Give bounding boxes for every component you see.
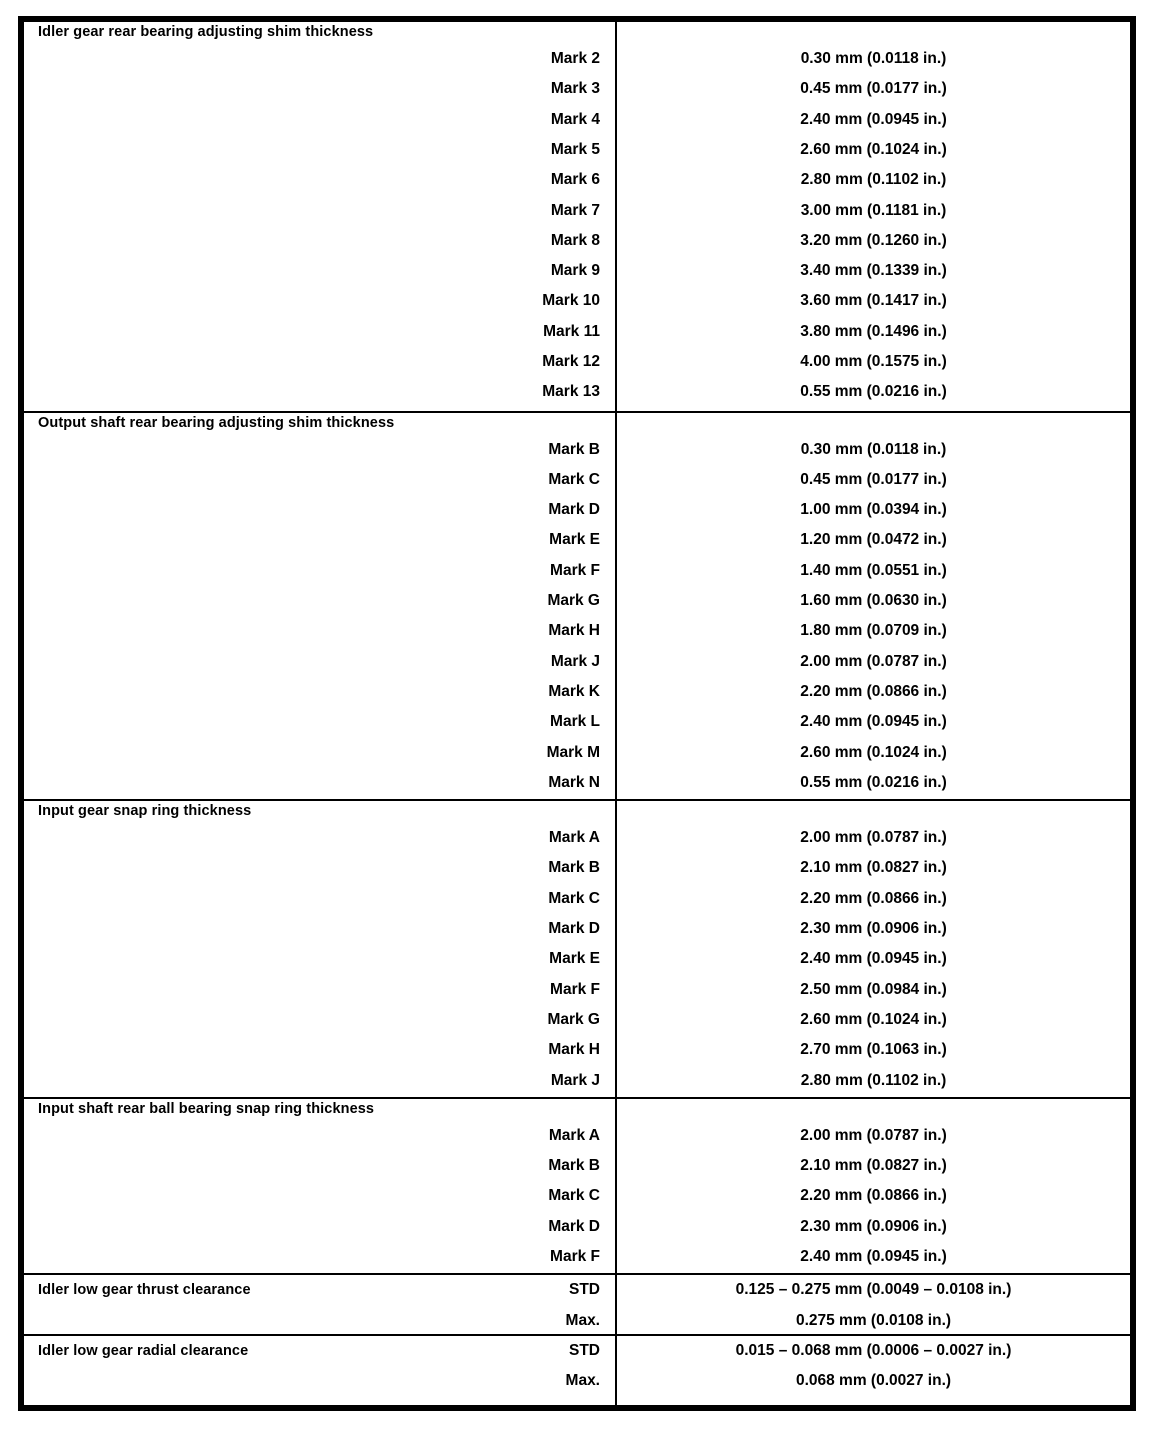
spec-row-value: 1.00 mm (0.0394 in.) — [800, 501, 947, 519]
spec-row-label: Mark 7 — [550, 201, 600, 219]
spec-row-value: 2.80 mm (0.1102 in.) — [800, 171, 947, 189]
spec-section — [24, 799, 1130, 1097]
spec-row — [24, 677, 1130, 707]
spec-row — [24, 317, 1130, 347]
spec-row-label: Mark 2 — [550, 50, 600, 67]
spec-row-label: Mark F — [550, 980, 600, 998]
spec-row-label: Mark L — [550, 713, 600, 731]
spec-row — [24, 435, 1130, 465]
spec-row — [24, 1121, 1130, 1151]
spec-row-label: Mark 8 — [550, 231, 600, 249]
spec-row-label: Mark A — [548, 829, 600, 847]
spec-row-value: 2.60 mm (0.1024 in.) — [800, 140, 947, 158]
spec-row-label: Mark J — [550, 652, 600, 670]
spec-row — [24, 1066, 1130, 1096]
spec-row-label: Mark C — [548, 889, 600, 907]
spec-row — [24, 823, 1130, 853]
spec-row-label: Mark F — [550, 561, 600, 579]
spec-row — [24, 377, 1130, 407]
spec-row — [24, 707, 1130, 737]
spec-row — [24, 256, 1130, 286]
spec-row — [24, 165, 1130, 195]
spec-row-value: 3.20 mm (0.1260 in.) — [800, 231, 947, 249]
spec-row-value: 3.60 mm (0.1417 in.) — [800, 292, 947, 310]
spec-row-label: STD — [569, 1342, 600, 1359]
spec-row-label: Mark H — [548, 1041, 600, 1059]
spec-row-value: 3.40 mm (0.1339 in.) — [800, 262, 947, 280]
spec-row — [24, 914, 1130, 944]
spec-section — [24, 1273, 1130, 1334]
spec-row-value: 2.00 mm (0.0787 in.) — [800, 652, 947, 670]
spec-row — [24, 1005, 1130, 1035]
spec-row-value: 2.40 mm (0.0945 in.) — [800, 110, 947, 128]
spec-row — [24, 1306, 1130, 1336]
spec-row-value: 0.30 mm (0.0118 in.) — [800, 440, 947, 458]
spec-row-value: 1.80 mm (0.0709 in.) — [800, 622, 947, 640]
spec-row-value: 4.00 mm (0.1575 in.) — [800, 353, 947, 370]
spec-row-label: Mark K — [548, 682, 600, 700]
spec-row-label: STD — [569, 1281, 600, 1299]
spec-row-label: Mark D — [548, 1217, 600, 1235]
spec-row-value: 1.20 mm (0.0472 in.) — [800, 531, 947, 549]
spec-row-label: Mark E — [549, 950, 600, 968]
spec-row-label: Mark E — [549, 531, 600, 549]
spec-row-value: 2.00 mm (0.0787 in.) — [800, 1126, 947, 1144]
section-title: Input shaft rear ball bearing snap ring thickness — [38, 1100, 375, 1117]
spec-row-label: Mark B — [548, 1157, 600, 1175]
spec-row-label: Mark G — [547, 1010, 600, 1028]
spec-row — [24, 944, 1130, 974]
spec-row — [24, 1212, 1130, 1242]
spec-row-value: 2.30 mm (0.0906 in.) — [800, 1217, 947, 1235]
spec-row-value: 2.60 mm (0.1024 in.) — [800, 743, 947, 761]
spec-row-value: 0.55 mm (0.0216 in.) — [800, 773, 947, 791]
spec-row-label: Mark F — [550, 1248, 600, 1266]
spec-row-label: Max. — [565, 1372, 600, 1390]
spec-row-label: Mark 13 — [542, 383, 600, 401]
spec-row-label: Mark N — [548, 773, 600, 791]
spec-row-value: 3.80 mm (0.1496 in.) — [800, 322, 947, 340]
spec-row-label: Mark D — [548, 501, 600, 519]
spec-row-label: Mark 5 — [550, 140, 600, 158]
spec-row — [24, 616, 1130, 646]
spec-row-value: 2.40 mm (0.0945 in.) — [800, 1248, 947, 1266]
spec-row — [24, 738, 1130, 768]
section-title: Idler low gear radial clearance — [38, 1343, 249, 1359]
spec-row-label: Mark A — [548, 1126, 600, 1144]
spec-row-label: Mark 4 — [550, 110, 600, 128]
spec-row — [24, 1275, 1130, 1305]
spec-row-label: Mark 9 — [550, 262, 600, 280]
spec-row-value: 0.45 mm (0.0177 in.) — [800, 80, 947, 98]
spec-row — [24, 196, 1130, 226]
spec-row — [24, 226, 1130, 256]
spec-row — [24, 975, 1130, 1005]
section-title: Idler gear rear bearing adjusting shim thickness — [38, 24, 374, 40]
spec-row-value: 2.40 mm (0.0945 in.) — [800, 713, 947, 731]
spec-row — [24, 556, 1130, 586]
spec-row — [24, 135, 1130, 165]
spec-row-value: 2.40 mm (0.0945 in.) — [800, 950, 947, 968]
spec-row-value: 3.00 mm (0.1181 in.) — [800, 201, 947, 219]
spec-row — [24, 884, 1130, 914]
spec-row-label: Mark G — [547, 592, 600, 610]
section-title: Idler low gear thrust clearance — [38, 1282, 251, 1299]
spec-row-value: 0.45 mm (0.0177 in.) — [800, 470, 947, 488]
spec-row-value: 2.20 mm (0.0866 in.) — [800, 889, 947, 907]
spec-row-value: 2.20 mm (0.0866 in.) — [800, 1187, 947, 1205]
spec-row-label: Mark 3 — [550, 80, 600, 98]
spec-row-value: 0.015 – 0.068 mm (0.0006 – 0.0027 in.) — [735, 1342, 1012, 1359]
spec-row-value: 0.55 mm (0.0216 in.) — [800, 383, 947, 401]
spec-row-label: Mark B — [548, 859, 600, 877]
spec-row — [24, 44, 1130, 74]
spec-row-label: Mark C — [548, 470, 600, 488]
spec-row-label: Mark 10 — [542, 292, 600, 310]
spec-row-label: Mark 12 — [542, 353, 600, 370]
spec-row — [24, 525, 1130, 555]
spec-row-value: 0.125 – 0.275 mm (0.0049 – 0.0108 in.) — [735, 1281, 1012, 1299]
spec-row — [24, 74, 1130, 104]
spec-row — [24, 286, 1130, 316]
spec-row-value: 1.60 mm (0.0630 in.) — [800, 592, 947, 610]
spec-row — [24, 1366, 1130, 1396]
spec-row — [24, 1035, 1130, 1065]
spec-row-label: Mark C — [548, 1187, 600, 1205]
spec-row-value: 2.10 mm (0.0827 in.) — [800, 1157, 947, 1175]
spec-row-label: Mark B — [548, 440, 600, 458]
spec-row — [24, 495, 1130, 525]
spec-row — [24, 586, 1130, 616]
spec-row-label: Mark 6 — [550, 171, 600, 189]
spec-row-value: 2.50 mm (0.0984 in.) — [800, 980, 947, 998]
spec-row — [24, 347, 1130, 377]
spec-row-label: Mark J — [550, 1071, 600, 1089]
spec-row-value: 1.40 mm (0.0551 in.) — [800, 561, 947, 579]
spec-row — [24, 647, 1130, 677]
spec-row-label: Mark H — [548, 622, 600, 640]
spec-row-value: 2.60 mm (0.1024 in.) — [800, 1010, 947, 1028]
spec-row-value: 0.30 mm (0.0118 in.) — [800, 50, 947, 67]
spec-row — [24, 465, 1130, 495]
spec-row-value: 2.70 mm (0.1063 in.) — [800, 1041, 947, 1059]
spec-row-value: 0.275 mm (0.0108 in.) — [795, 1311, 952, 1329]
spec-row-label: Mark 11 — [543, 322, 600, 340]
spec-row-value: 2.80 mm (0.1102 in.) — [800, 1071, 947, 1089]
section-title: Input gear snap ring thickness — [38, 803, 252, 820]
spec-row-value: 2.30 mm (0.0906 in.) — [800, 920, 947, 938]
spec-section — [24, 1334, 1130, 1395]
spec-row-value: 2.00 mm (0.0787 in.) — [800, 829, 947, 847]
spec-row — [24, 1336, 1130, 1366]
spec-row-label: Mark D — [548, 920, 600, 938]
spec-row-value: 2.20 mm (0.0866 in.) — [800, 682, 947, 700]
spec-row — [24, 1242, 1130, 1272]
spec-row-label: Mark M — [546, 743, 600, 761]
spec-row — [24, 1181, 1130, 1211]
spec-section — [24, 22, 1130, 411]
spec-row — [24, 853, 1130, 883]
spec-row-label: Max. — [565, 1311, 600, 1329]
spec-section — [24, 411, 1130, 800]
spec-table — [18, 16, 1136, 1411]
spec-row — [24, 105, 1130, 135]
spec-row — [24, 1151, 1130, 1181]
spec-section — [24, 1097, 1130, 1274]
spec-row-value: 0.068 mm (0.0027 in.) — [795, 1372, 952, 1390]
section-title: Output shaft rear bearing adjusting shim thickness — [38, 414, 395, 431]
spec-row-value: 2.10 mm (0.0827 in.) — [800, 859, 947, 877]
spec-row — [24, 768, 1130, 798]
